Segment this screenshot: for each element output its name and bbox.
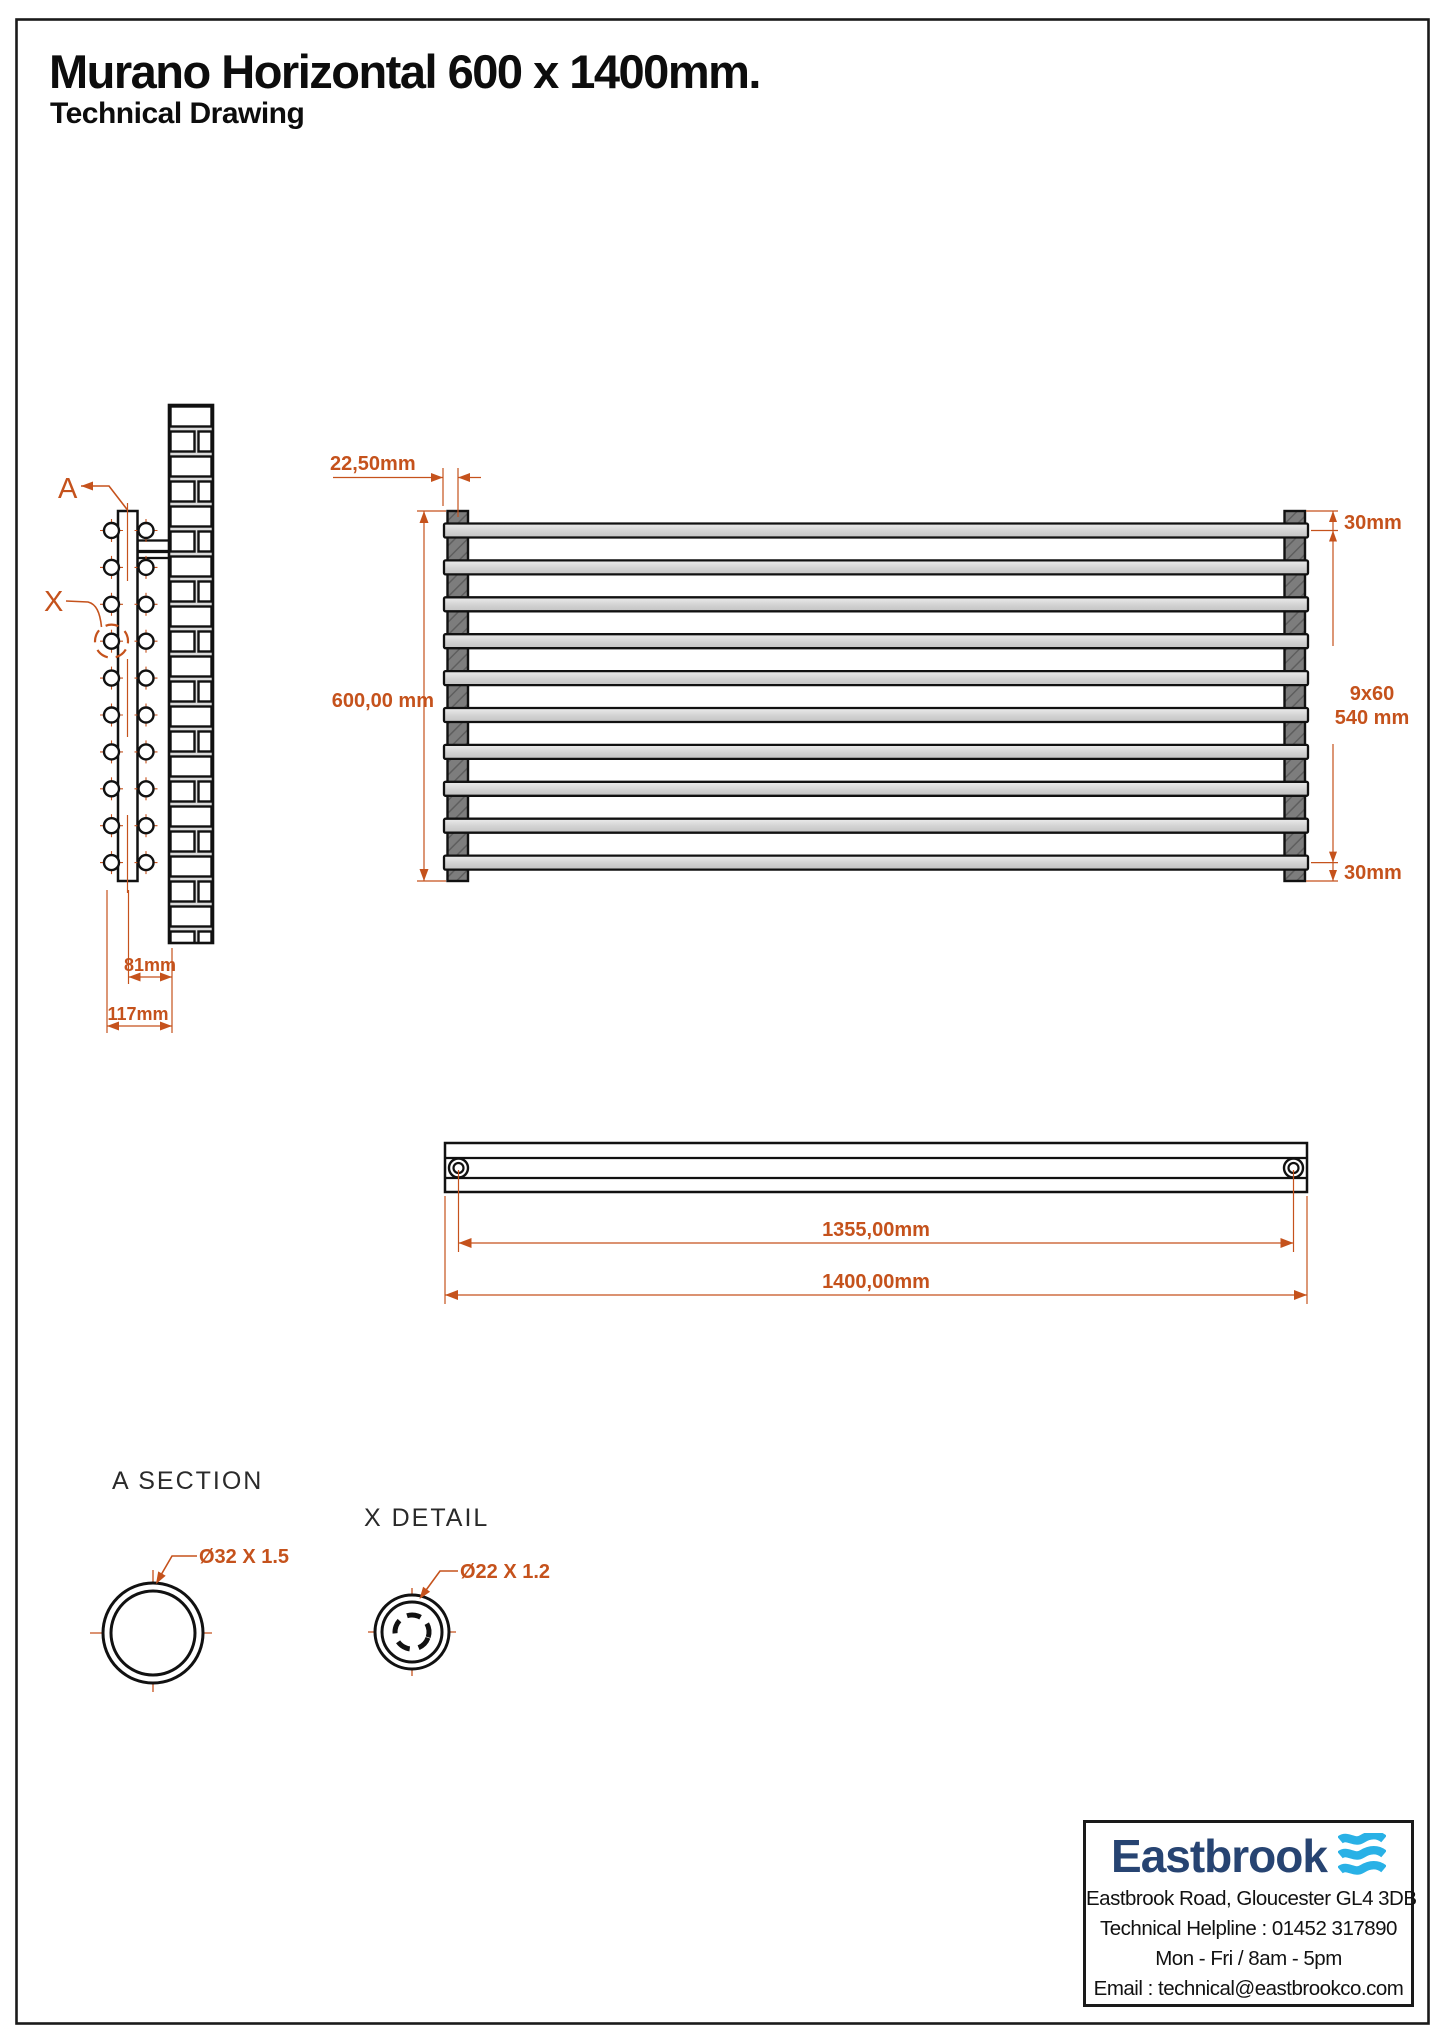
wall-bracket bbox=[138, 541, 170, 559]
detail-x-marker: X bbox=[44, 586, 64, 618]
pitch-dimension bbox=[1306, 511, 1409, 884]
dim-tapping-centres: 1355,00mm bbox=[822, 1219, 930, 1241]
dim-height: 600,00 mm bbox=[331, 690, 434, 712]
a-section-title: A SECTION bbox=[112, 1467, 264, 1495]
hours-line: Mon - Fri / 8am - 5pm bbox=[1155, 1947, 1342, 1970]
helpline-line: Technical Helpline : 01452 317890 bbox=[1100, 1917, 1397, 1940]
x-detail-title: X DETAIL bbox=[364, 1504, 490, 1532]
dim-top-margin: 30mm bbox=[1344, 512, 1402, 534]
front-tubes bbox=[444, 524, 1308, 870]
dim-bottom-margin: 30mm bbox=[1344, 862, 1402, 884]
x-detail-size: Ø22 X 1.2 bbox=[460, 1561, 551, 1583]
email-line: Email : technical@eastbrookco.com bbox=[1093, 1977, 1404, 2000]
eastbrook-logo bbox=[1086, 1828, 1411, 1884]
dim-pitch-total: 540 mm bbox=[1334, 707, 1410, 729]
page-border bbox=[17, 20, 1429, 2024]
plan-view bbox=[445, 1143, 1307, 1304]
dim-pitch: 9x60 bbox=[1349, 683, 1395, 705]
x-detail bbox=[364, 1504, 550, 1677]
waves-icon bbox=[1338, 1833, 1386, 1879]
front-view bbox=[330, 453, 1409, 884]
dim-total-depth: 117mm bbox=[107, 1004, 169, 1024]
side-view bbox=[44, 405, 213, 1033]
tapping-offset-dimension bbox=[330, 453, 481, 517]
page-title: Murano Horizontal 600 x 1400mm. bbox=[49, 45, 760, 98]
a-section-size: Ø32 X 1.5 bbox=[199, 1546, 290, 1568]
address-line: Eastbrook Road, Gloucester GL4 3DB bbox=[1086, 1887, 1417, 1910]
section-a-leader bbox=[58, 473, 128, 510]
brand-wordmark: Eastbrook bbox=[1111, 1830, 1327, 1882]
dim-tapping-offset: 22,50mm bbox=[330, 453, 416, 475]
height-dimension bbox=[332, 511, 446, 881]
manufacturer-info-box bbox=[1083, 1820, 1417, 2007]
dim-tube-to-wall: 81mm bbox=[123, 955, 177, 975]
a-section-detail bbox=[90, 1467, 289, 1697]
page-subtitle: Technical Drawing bbox=[50, 97, 305, 130]
section-a-marker: A bbox=[58, 473, 78, 505]
plan-body bbox=[445, 1143, 1307, 1192]
dim-overall-width: 1400,00mm bbox=[822, 1271, 930, 1293]
brick-wall bbox=[169, 405, 213, 943]
